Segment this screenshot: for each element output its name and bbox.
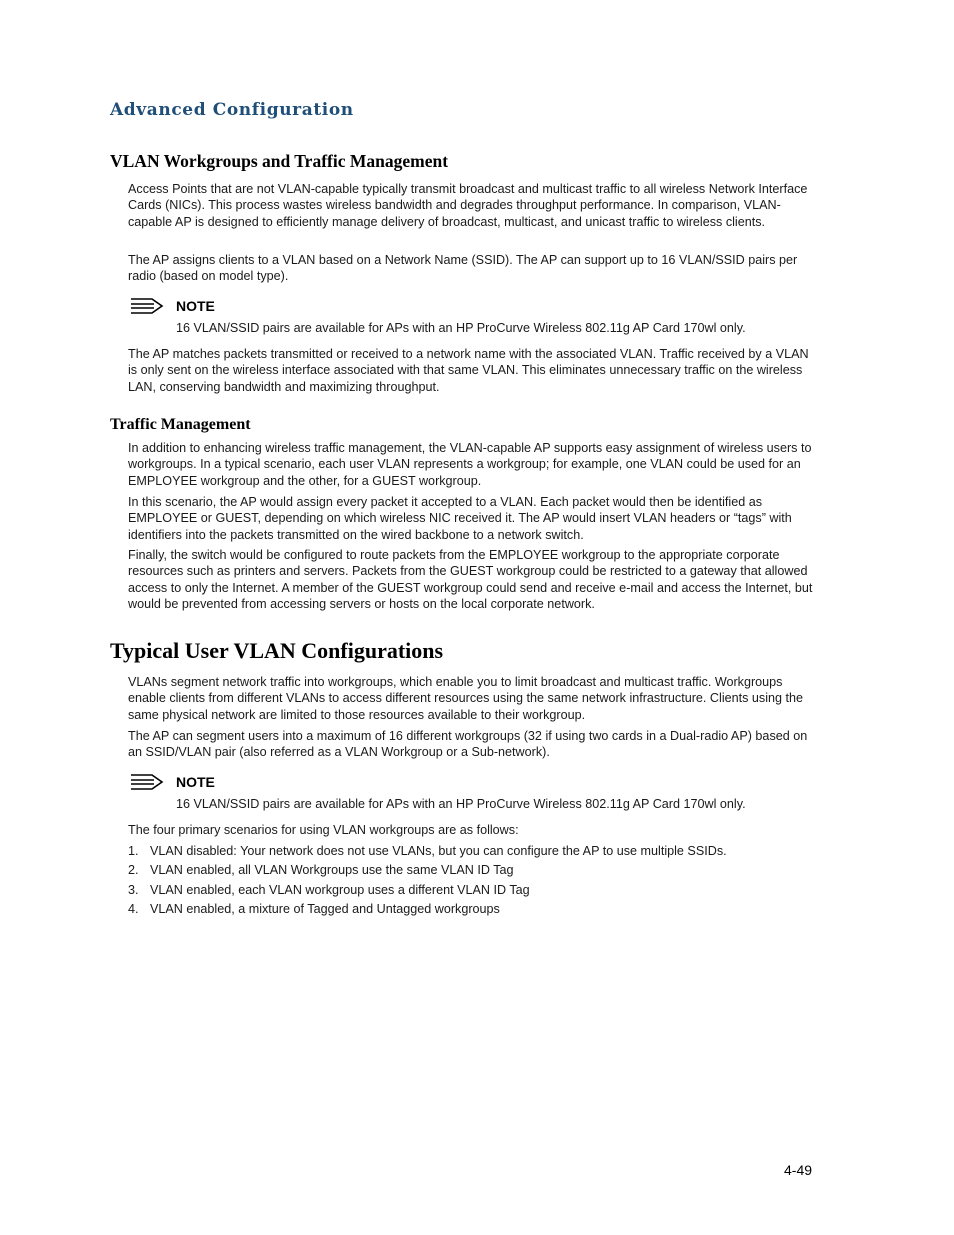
paragraph: The AP can segment users into a maximum of 16 different workgroups (32 if using two cards in a Dual-radio AP) based on an SSID/VLAN pair (also referred as a VLAN Workgroup or a Sub-network). [128,729,808,760]
note-text: 16 VLAN/SSID pairs are available for APs with an HP ProCurve Wireless 802.11g AP Card 170wl only. [176,321,746,335]
list-text: VLAN disabled: Your network does not use VLANs, but you can configure the AP to use multiple SSIDs. [150,844,727,858]
list-intro: The four primary scenarios for using VLAN workgroups are as follows: [128,823,519,837]
list-text: VLAN enabled, each VLAN workgroup uses a different VLAN ID Tag [150,883,530,897]
list-number: 4. [128,902,139,916]
page-number: 4-49 [784,1162,813,1178]
note-arrow-icon [130,773,164,791]
list-text: VLAN enabled, a mixture of Tagged and Untagged workgroups [150,902,500,916]
section-heading-traffic-management: Traffic Management [110,416,251,433]
chapter-header: Advanced Configuration [110,100,354,120]
list-item [128,862,820,878]
paragraph: Access Points that are not VLAN-capable typically transmit broadcast and multicast traffic to all wireless Network Interface Cards (NICs). This process wastes wireless bandwidth and degrades throughput performance. In comparison, VLAN-capable AP is designed to efficiently manage delivery of broadcast, multicast, and unicast traffic to wireless clients. [128,182,808,229]
list-number: 3. [128,883,139,897]
note-label: NOTE [176,298,215,314]
paragraph: Finally, the switch would be configured to route packets from the EMPLOYEE workgroup to the appropriate corporate resources such as printers and servers. Packets from the GUEST workgroup could be restricted to a gateway that allowed access to only the Internet. A member of the GUEST workgroup could send and receive e-mail and access the Internet, but would be prevented from accessing servers or hosts on the local corporate network. [128,548,813,612]
list-item [128,882,820,898]
note-text: 16 VLAN/SSID pairs are available for APs with an HP ProCurve Wireless 802.11g AP Card 170wl only. [176,797,746,811]
paragraph: The AP matches packets transmitted or received to a network name with the associated VLAN. Traffic received by a VLAN is only sent on the wireless interface associated with that same VLAN. This eliminates unnecessary traffic on the wireless LAN, conserving bandwidth and maximizing throughput. [128,347,809,394]
paragraph: In addition to enhancing wireless traffic management, the VLAN-capable AP supports easy assignment of wireless users to workgroups. In a typical scenario, each user VLAN represents a workgroup; for example, one VLAN could be used for an EMPLOYEE workgroup and the other, for a GUEST workgroup. [128,441,812,488]
note-arrow-icon [130,297,164,315]
list-text: VLAN enabled, all VLAN Workgroups use the same VLAN ID Tag [150,863,514,877]
note-label: NOTE [176,774,215,790]
list-number: 2. [128,863,139,877]
paragraph: VLANs segment network traffic into workgroups, which enable you to limit broadcast and multicast traffic. Workgroups enable clients from different VLANs to access different resources using the same network infrastructure. Clients using the same physical network are limited to those resources available to their workgroup. [128,675,804,722]
paragraph: In this scenario, the AP would assign every packet it accepted to a VLAN. Each packet would then be identified as EMPLOYEE or GUEST, depending on which wireless NIC received it. The AP would insert VLAN headers or “tags” with identifiers into the packets transmitted on the wired backbone to a network switch. [128,495,792,542]
paragraph: The AP assigns clients to a VLAN based on a Network Name (SSID). The AP can support up to 16 VLAN/SSID pairs per radio (based on model type). [128,253,798,284]
list-item [128,901,820,917]
list-number: 1. [128,844,139,858]
section-heading-typical-user-vlan: Typical User VLAN Configurations [110,638,444,663]
list-item [128,843,820,859]
section-heading-vlan-workgroups: VLAN Workgroups and Traffic Management [110,151,449,171]
